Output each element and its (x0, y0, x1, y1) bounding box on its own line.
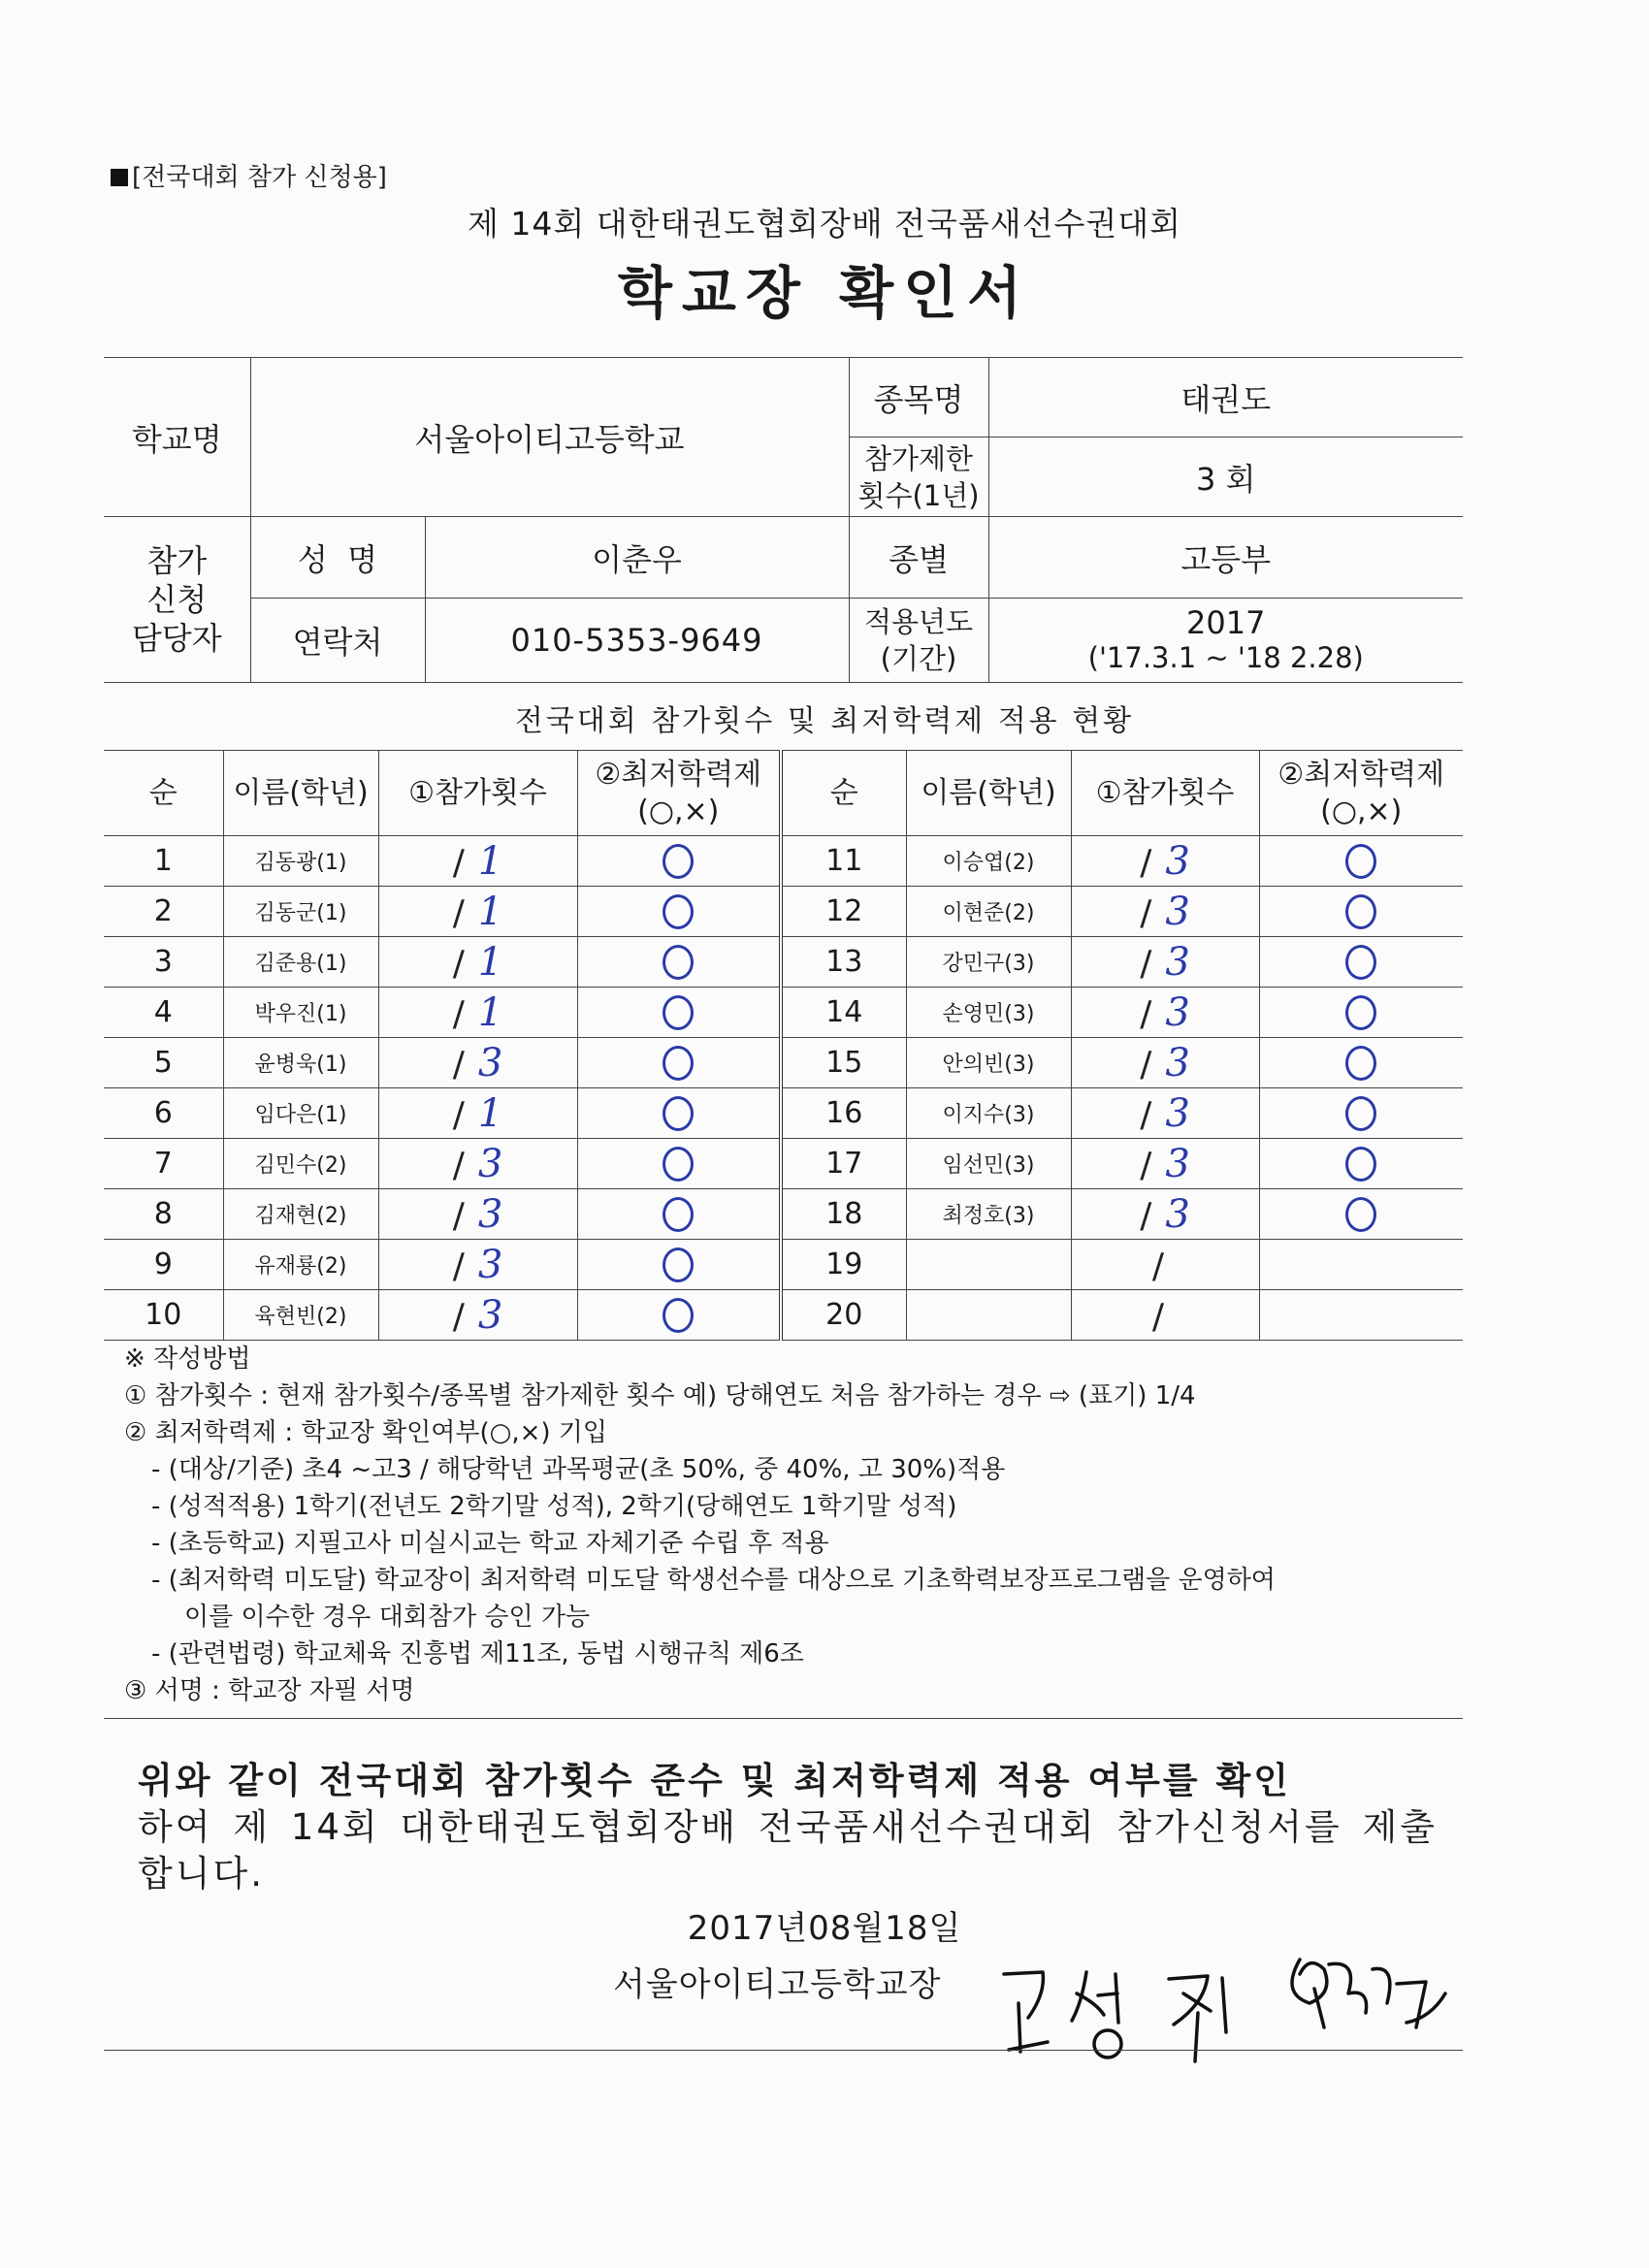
participation-count: 3 (477, 1242, 503, 1287)
limit-label (849, 437, 988, 517)
count-cell-right (1071, 1088, 1259, 1139)
count-cell-left (378, 1290, 577, 1341)
event-name: 제 14회 대한태권도협회장배 전국품새선수권대회 (467, 205, 1182, 243)
circle-mark-icon (1345, 894, 1376, 929)
applicant-label-line3: 담당자 (131, 620, 222, 657)
student-name-right (906, 1290, 1071, 1341)
edu-cell-right (1259, 937, 1463, 988)
row-number-left: 2 (104, 887, 223, 937)
participation-count: 1 (477, 889, 503, 934)
principal-title: 서울아이티고등학교장 (613, 1965, 942, 2004)
count-cell-right (1071, 1038, 1259, 1088)
row-number-left: 3 (104, 937, 223, 988)
circle-mark-icon (663, 1197, 694, 1232)
division-value: 고등부 (988, 517, 1463, 599)
instructions-line-7: 이를 이수한 경우 대회참가 승인 가능 (184, 1603, 591, 1632)
count-slash: / (452, 1195, 465, 1236)
header-edu-left (577, 751, 781, 836)
student-name-left: 윤병욱(1) (223, 1038, 378, 1088)
edu-cell-right (1259, 1189, 1463, 1240)
info-table (104, 357, 1463, 683)
participation-count: 1 (477, 838, 503, 884)
count-slash: / (452, 993, 465, 1034)
header-edu-right (1259, 751, 1463, 836)
row-number-left: 7 (104, 1139, 223, 1189)
table-row (104, 836, 1463, 887)
count-slash: / (452, 1044, 465, 1085)
count-cell-left (378, 1189, 577, 1240)
table-row (104, 1240, 1463, 1290)
count-slash: / (452, 1296, 465, 1337)
count-cell-right (1071, 836, 1259, 887)
participation-count: 3 (1165, 838, 1190, 884)
school-value: 서울아이티고등학교 (250, 358, 849, 517)
edu-cell-left (577, 988, 781, 1038)
participation-count: 3 (1165, 989, 1190, 1035)
row-number-left: 9 (104, 1240, 223, 1290)
circle-mark-icon (663, 1247, 694, 1282)
form-type-text: [전국대회 참가 신청용] (132, 163, 387, 192)
count-slash: / (1140, 1094, 1152, 1135)
edu-cell-right (1259, 1038, 1463, 1088)
count-cell-right (1071, 1290, 1259, 1341)
circle-mark-icon (1345, 1147, 1376, 1182)
count-slash: / (452, 1145, 465, 1185)
limit-label-line2: 횟수(1년) (857, 478, 980, 512)
table-row (104, 887, 1463, 937)
count-slash: / (452, 842, 465, 883)
row-number-right: 16 (781, 1088, 906, 1139)
instructions-line-9: ③ 서명 : 학교장 자필 서명 (124, 1676, 415, 1705)
table-row (104, 1038, 1463, 1088)
circle-mark-icon (1345, 995, 1376, 1030)
circle-mark-icon (1345, 1096, 1376, 1131)
roster-table (104, 750, 1463, 1341)
table-row (104, 1290, 1463, 1341)
row-number-right: 13 (781, 937, 906, 988)
student-name-right (906, 1240, 1071, 1290)
form-type-tag (111, 157, 387, 193)
count-slash: / (452, 1246, 465, 1286)
edu-cell-left (577, 1240, 781, 1290)
edu-cell-left (577, 1189, 781, 1240)
row-number-left: 6 (104, 1088, 223, 1139)
count-slash: / (452, 943, 465, 984)
participation-count: 3 (1165, 889, 1190, 934)
student-name-right: 이현준(2) (906, 887, 1071, 937)
student-name-left: 박우진(1) (223, 988, 378, 1038)
principal-signature-icon (989, 1935, 1474, 2071)
participation-count: 3 (477, 1292, 503, 1338)
count-cell-left (378, 1139, 577, 1189)
student-name-left: 김동광(1) (223, 836, 378, 887)
header-edu-left-line1: ②최저학력제 (595, 757, 762, 792)
count-cell-left (378, 937, 577, 988)
circle-mark-icon (1345, 844, 1376, 879)
row-number-right: 17 (781, 1139, 906, 1189)
student-name-right: 안의빈(3) (906, 1038, 1071, 1088)
participation-count: 3 (477, 1040, 503, 1085)
section-title: 전국대회 참가횟수 및 최저학력제 적용 현황 (514, 704, 1135, 738)
edu-cell-left (577, 1290, 781, 1341)
participation-count: 3 (1165, 1191, 1190, 1237)
count-slash: / (1140, 892, 1152, 933)
student-name-left: 김동군(1) (223, 887, 378, 937)
header-count-right: ①참가횟수 (1071, 751, 1259, 836)
edu-cell-right (1259, 1290, 1463, 1341)
participation-count: 3 (1165, 1090, 1190, 1136)
circle-mark-icon (663, 844, 694, 879)
participation-count: 3 (1165, 939, 1190, 985)
table-row (104, 1139, 1463, 1189)
table-row (104, 1088, 1463, 1139)
row-number-right: 19 (781, 1240, 906, 1290)
instructions-line-8: - (관련법령) 학교체육 진흥법 제11조, 동법 시행규칙 제6조 (151, 1639, 804, 1669)
count-slash: / (1151, 1246, 1165, 1286)
row-number-right: 12 (781, 887, 906, 937)
instructions-line-4: - (성적적용) 1학기(전년도 2학기말 성적), 2학기(당해연도 1학기말 성적) (151, 1492, 957, 1521)
student-name-left: 유재룡(2) (223, 1240, 378, 1290)
row-number-left: 1 (104, 836, 223, 887)
student-name-left: 임다은(1) (223, 1088, 378, 1139)
square-bullet-icon (111, 169, 128, 186)
circle-mark-icon (663, 1298, 694, 1333)
edu-cell-left (577, 1139, 781, 1189)
header-edu-left-line2: (○,×) (637, 794, 720, 828)
year-label-line1: 적용년도 (863, 605, 974, 638)
table-row (104, 988, 1463, 1038)
count-slash: / (452, 1094, 465, 1135)
table-row (104, 1189, 1463, 1240)
participation-count: 1 (477, 989, 503, 1035)
roster-header-row (104, 751, 1463, 836)
count-cell-left (378, 887, 577, 937)
year-label-line2: (기간) (880, 642, 957, 675)
edu-cell-left (577, 937, 781, 988)
contact-label: 연락처 (250, 599, 425, 683)
divider-line (104, 1718, 1463, 1719)
instructions-line-3: - (대상/기준) 초4 ~고3 / 해당학년 과목평균(초 50%, 중 40%, 고 30%)적용 (151, 1455, 1006, 1484)
row-number-right: 18 (781, 1189, 906, 1240)
count-slash: / (1140, 943, 1152, 984)
participation-count: 3 (1165, 1141, 1190, 1186)
circle-mark-icon (1345, 945, 1376, 980)
header-name-right: 이름(학년) (906, 751, 1071, 836)
count-slash: / (452, 892, 465, 933)
student-name-left: 김준용(1) (223, 937, 378, 988)
period-value: ('17.3.1 ~ '18 2.28) (1087, 641, 1364, 674)
student-name-right: 강민구(3) (906, 937, 1071, 988)
count-cell-left (378, 988, 577, 1038)
row-number-right: 14 (781, 988, 906, 1038)
limit-label-line1: 참가제한 (863, 441, 974, 475)
declaration-line-2: 하여 제 14회 대한태권도협회장배 전국품새선수권대회 참가신청서를 제출합니다. (138, 1806, 1438, 1895)
student-name-left: 김민수(2) (223, 1139, 378, 1189)
header-name-left: 이름(학년) (223, 751, 378, 836)
circle-mark-icon (1345, 1046, 1376, 1081)
sport-value: 태권도 (988, 358, 1463, 437)
declaration-line-1: 위와 같이 전국대회 참가횟수 준수 및 최저학력제 적용 여부를 확인 (138, 1760, 1291, 1801)
header-edu-right-line2: (○,×) (1320, 794, 1403, 828)
edu-cell-left (577, 1088, 781, 1139)
circle-mark-icon (663, 1147, 694, 1182)
header-edu-right-line1: ②최저학력제 (1277, 757, 1445, 792)
declaration (138, 1758, 1438, 1897)
participation-count: 1 (477, 939, 503, 985)
count-cell-left (378, 836, 577, 887)
instructions-line-5: - (초등학교) 지필고사 미실시교는 학교 자체기준 수립 후 적용 (151, 1529, 829, 1558)
student-name-left: 육현빈(2) (223, 1290, 378, 1341)
circle-mark-icon (663, 945, 694, 980)
row-number-left: 4 (104, 988, 223, 1038)
limit-value: 3 회 (988, 437, 1463, 517)
school-label: 학교명 (104, 358, 250, 517)
circle-mark-icon (663, 1046, 694, 1081)
instructions-line-6: - (최저학력 미도달) 학교장이 최저학력 미도달 학생선수를 대상으로 기초학력보장프로그램을 운영하여 (151, 1566, 1276, 1595)
edu-cell-right (1259, 887, 1463, 937)
circle-mark-icon (663, 894, 694, 929)
year-label (849, 599, 988, 683)
sport-label: 종목명 (849, 358, 988, 437)
count-cell-right (1071, 1139, 1259, 1189)
participation-count: 1 (477, 1090, 503, 1136)
student-name-right: 이승엽(2) (906, 836, 1071, 887)
applicant-label-line2: 신청 (146, 581, 208, 618)
circle-mark-icon (663, 995, 694, 1030)
count-slash: / (1140, 842, 1152, 883)
count-slash: / (1140, 1044, 1152, 1085)
participation-count: 3 (477, 1141, 503, 1186)
student-name-right: 최정호(3) (906, 1189, 1071, 1240)
row-number-left: 8 (104, 1189, 223, 1240)
student-name-left: 김재현(2) (223, 1189, 378, 1240)
edu-cell-right (1259, 988, 1463, 1038)
applicant-label-line1: 참가 (146, 542, 208, 579)
row-number-left: 5 (104, 1038, 223, 1088)
header-count-left: ①참가횟수 (378, 751, 577, 836)
count-cell-left (378, 1088, 577, 1139)
row-number-right: 15 (781, 1038, 906, 1088)
count-slash: / (1140, 1195, 1152, 1236)
count-cell-left (378, 1038, 577, 1088)
count-cell-right (1071, 1189, 1259, 1240)
instructions-line-2: ② 최저학력제 : 학교장 확인여부(○,×) 기입 (124, 1418, 608, 1447)
edu-cell-right (1259, 1139, 1463, 1189)
row-number-left: 10 (104, 1290, 223, 1341)
row-number-right: 11 (781, 836, 906, 887)
row-number-right: 20 (781, 1290, 906, 1341)
name-value: 이춘우 (425, 517, 849, 599)
edu-cell-left (577, 836, 781, 887)
document-title: 학교장 확인서 (617, 260, 1032, 326)
count-cell-right (1071, 937, 1259, 988)
year-value-line: 2017 (1186, 604, 1266, 641)
header-no-left: 순 (104, 751, 223, 836)
count-slash: / (1151, 1296, 1165, 1337)
edu-cell-right (1259, 836, 1463, 887)
signature-date: 2017년08월18일 (687, 1909, 962, 1948)
count-cell-left (378, 1240, 577, 1290)
year-value (988, 599, 1463, 683)
student-name-right: 이지수(3) (906, 1088, 1071, 1139)
bottom-divider (104, 2050, 1463, 2051)
edu-cell-right (1259, 1240, 1463, 1290)
division-label: 종별 (849, 517, 988, 599)
edu-cell-left (577, 887, 781, 937)
count-slash: / (1140, 993, 1152, 1034)
table-row (104, 937, 1463, 988)
instructions (124, 1341, 1482, 1709)
circle-mark-icon (1345, 1197, 1376, 1232)
student-name-right: 임선민(3) (906, 1139, 1071, 1189)
applicant-label (104, 517, 250, 683)
participation-count: 3 (477, 1191, 503, 1237)
student-name-right: 손영민(3) (906, 988, 1071, 1038)
instructions-heading: ※ 작성방법 (124, 1345, 251, 1374)
circle-mark-icon (663, 1096, 694, 1131)
count-cell-right (1071, 1240, 1259, 1290)
name-label: 성 명 (250, 517, 425, 599)
participation-count: 3 (1165, 1040, 1190, 1085)
contact-value: 010-5353-9649 (425, 599, 849, 683)
count-cell-right (1071, 887, 1259, 937)
edu-cell-right (1259, 1088, 1463, 1139)
count-slash: / (1140, 1145, 1152, 1185)
count-cell-right (1071, 988, 1259, 1038)
instructions-line-1: ① 참가횟수 : 현재 참가횟수/종목별 참가제한 횟수 예) 당해연도 처음 참가하는 경우 ⇨ (표기) 1/4 (124, 1381, 1196, 1410)
header-no-right: 순 (781, 751, 906, 836)
edu-cell-left (577, 1038, 781, 1088)
